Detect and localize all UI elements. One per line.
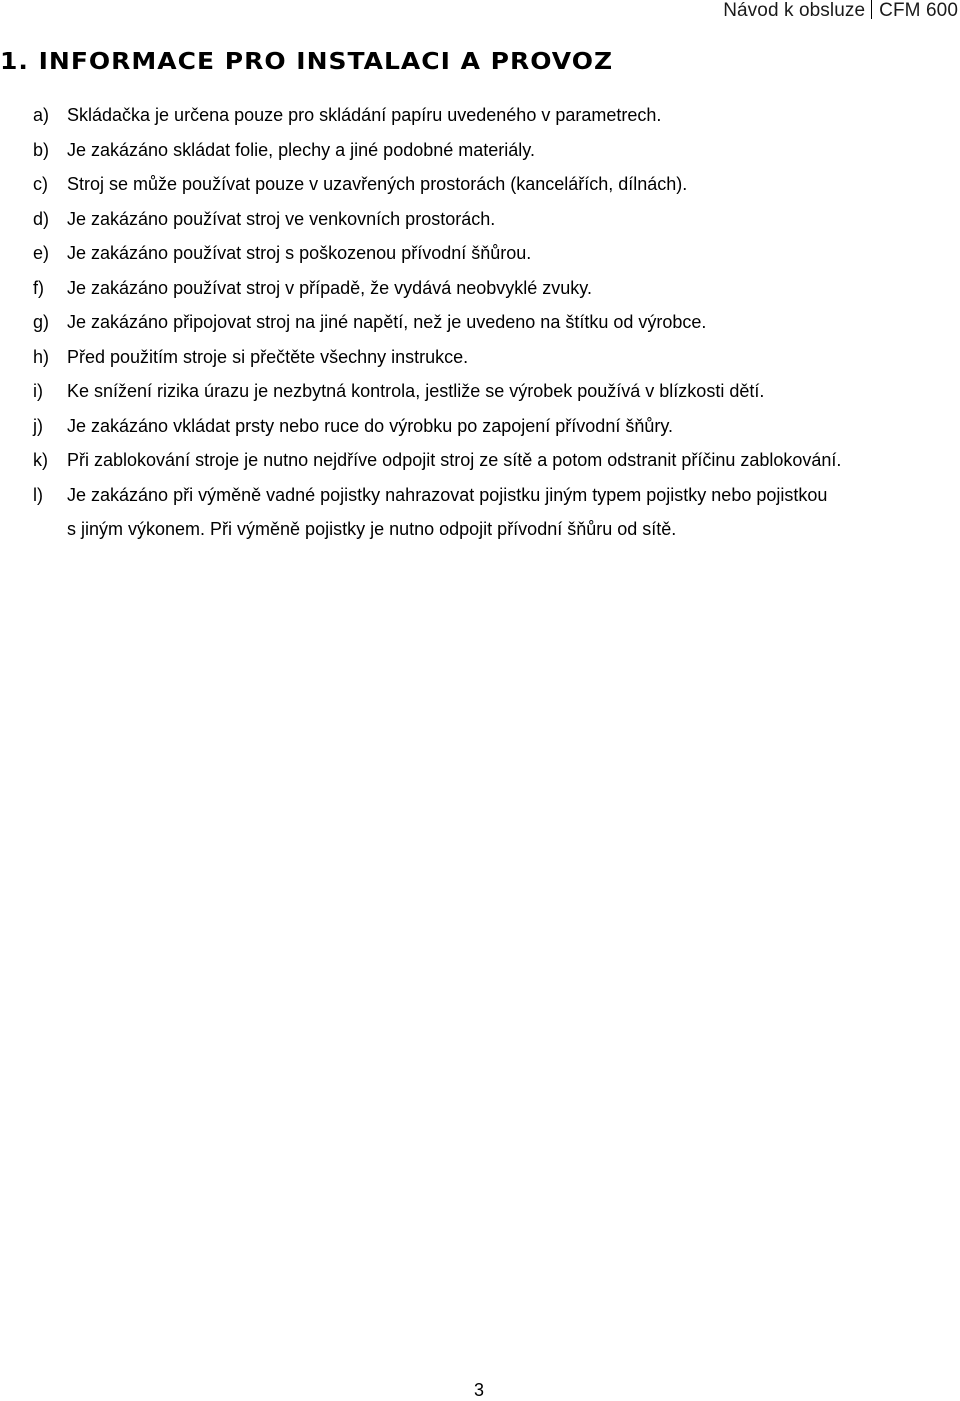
list-item [33,409,953,444]
item-text: Je zakázáno skládat folie, plechy a jiné podobné materiály. [67,139,535,160]
item-text: Před použitím stroje si přečtěte všechny instrukce. [67,346,469,367]
list-item [33,478,953,547]
item-marker: b) [33,139,50,160]
item-marker: e) [33,243,50,263]
list-item [33,340,953,375]
item-text: Je zakázáno připojovat stroj na jiné napětí, než je uvedeno na štítku od výrobce. [67,312,707,332]
item-marker: h) [33,346,50,367]
list-item [33,374,953,409]
page-number: 3 [474,1380,485,1400]
item-marker: j) [33,415,43,436]
section-title: 1. INFORMACE PRO INSTALACI A PROVOZ [0,48,614,75]
item-marker: i) [33,381,43,401]
item-marker: l) [33,484,43,505]
manual-title: Návod k obsluze [723,0,866,21]
item-text-continuation: s jiným výkonem. Při výměně pojistky je nutno odpojit přívodní šňůru od sítě. [67,519,677,539]
item-text: Je zakázáno používat stroj v případě, že vydává neobvyklé zvuky. [67,277,592,298]
item-marker: g) [33,312,50,332]
model-name: CFM 600 [879,0,958,21]
item-marker: k) [33,450,48,470]
list-item [33,443,953,478]
item-text: Je zakázáno používat stroj ve venkovních prostorách. [67,208,496,229]
item-text: Při zablokování stroje je nutno nejdříve odpojit stroj ze sítě a potom odstranit příčinu zablokování. [67,450,842,470]
list-item [33,167,953,202]
list-item [33,98,953,133]
item-text: Skládačka je určena pouze pro skládání papíru uvedeného v parametrech. [67,105,662,125]
item-text: Je zakázáno používat stroj s poškozenou přívodní šňůrou. [67,243,532,263]
item-marker: d) [33,208,50,229]
list-item [33,236,953,271]
safety-rules-list [33,98,953,547]
header-separator [871,0,872,19]
running-header [723,0,958,22]
item-text: Je zakázáno při výměně vadné pojistky nahrazovat pojistku jiným typem pojistky nebo pojistkou [67,484,828,505]
item-marker: c) [33,174,48,194]
list-item [33,271,953,306]
item-marker: a) [33,105,50,125]
item-marker: f) [33,277,44,298]
item-text: Je zakázáno vkládat prsty nebo ruce do výrobku po zapojení přívodní šňůry. [67,415,674,436]
item-text: Stroj se může používat pouze v uzavřených prostorách (kancelářích, dílnách). [67,174,688,194]
list-item [33,133,953,168]
list-item [33,202,953,237]
list-item [33,305,953,340]
item-text: Ke snížení rizika úrazu je nezbytná kontrola, jestliže se výrobek používá v blízkosti dětí. [67,381,765,401]
